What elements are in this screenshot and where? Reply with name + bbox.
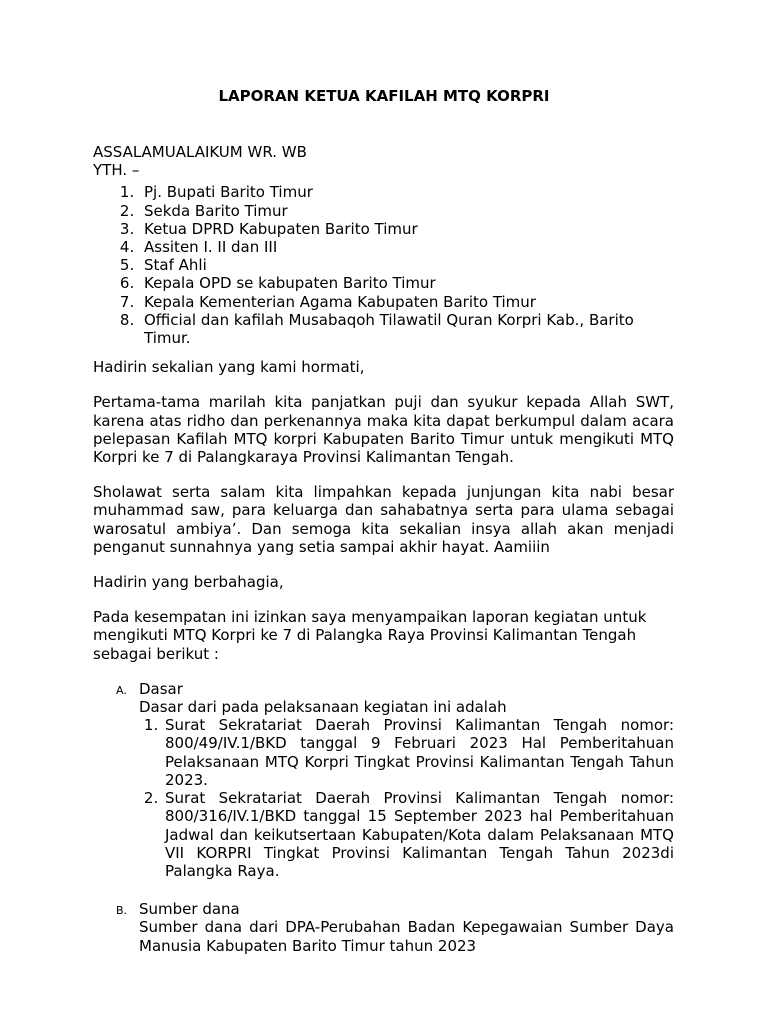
recipient-item: 4. Assiten I. II dan III bbox=[139, 238, 674, 256]
recipient-item: 8. Official dan kafilah Musabaqoh Tilawatil Quran Korpri Kab., Barito Timur. bbox=[139, 311, 674, 347]
paragraph-sholawat: Sholawat serta salam kita limpahkan kepada junjungan kita nabi besar muhammad saw, para keluarga dan sahabatnya serta para ulama sebagai warosatul ambiya’. Dan semoga kita sekalian insya allah akan menjadi penganut sunnahnya yang setia sampai akhir hayat. Aamiiin bbox=[93, 483, 674, 556]
basis-list bbox=[139, 716, 674, 880]
recipient-item: 6. Kepala OPD se kabupaten Barito Timur bbox=[139, 274, 674, 292]
recipient-item: 3. Ketua DPRD Kabupaten Barito Timur bbox=[139, 220, 674, 238]
section-a-heading: Dasar bbox=[139, 679, 183, 698]
addressee-label: YTH. – bbox=[93, 161, 140, 180]
greeting: ASSALAMUALAIKUM WR. WB bbox=[93, 143, 307, 161]
recipient-item: 7. Kepala Kementerian Agama Kabupaten Barito Timur bbox=[139, 293, 674, 311]
paragraph-hadirin-1: Hadirin sekalian yang kami hormati, bbox=[93, 358, 365, 377]
document-body bbox=[93, 143, 674, 955]
recipient-item: 1. Pj. Bupati Barito Timur bbox=[139, 183, 674, 201]
document-title: LAPORAN KETUA KAFILAH MTQ KORPRI bbox=[218, 87, 550, 105]
paragraph-hadirin-2: Hadirin yang berbahagia, bbox=[93, 573, 284, 592]
paragraph-kesempatan: Pada kesempatan ini izinkan saya menyampaikan laporan kegiatan untuk mengikuti MTQ Korpri ke 7 di Palangka Raya Provinsi Kalimantan Tengah sebagai berikut : bbox=[93, 608, 647, 663]
section-dasar bbox=[116, 679, 674, 880]
section-b-heading: Sumber dana bbox=[139, 900, 240, 919]
basis-item: 1. Surat Sekratariat Daerah Provinsi Kalimantan Tengah nomor: 800/49/IV.1/BKD tanggal 9 Februari 2023 Hal Pemberitahuan Pelaksanaan MTQ Korpri Tingkat Provinsi Kalimantan Tengah Tahun 2023. bbox=[163, 716, 674, 789]
paragraph-opening: Pertama-tama marilah kita panjatkan puji dan syukur kepada Allah SWT, karena atas ridho dan perkenannya maka kita dapat berkumpul dalam acara pelepasan Kafilah MTQ korpri Kabupaten Barito Timur untuk mengikuti MTQ Korpri ke 7 di Palangkaraya Provinsi Kalimantan Tengah. bbox=[93, 393, 674, 467]
recipient-list bbox=[93, 183, 674, 347]
section-b-marker: B. bbox=[116, 904, 128, 918]
recipient-item: 5. Staf Ahli bbox=[139, 256, 674, 274]
basis-item: 2. Surat Sekratariat Daerah Provinsi Kalimantan Tengah nomor: 800/316/IV.1/BKD tanggal 15 September 2023 hal Pemberitahuan Jadwal dan keikutsertaan Kabupaten/Kota dalam Pelaksanaan MTQ VII KORPRI Tingkat Provinsi Kalimantan Tengah Tahun 2023di Palangka Raya. bbox=[163, 789, 674, 880]
recipient-item: 2. Sekda Barito Timur bbox=[139, 202, 674, 220]
section-a-marker: A. bbox=[116, 683, 127, 697]
section-b-text: Sumber dana dari DPA-Perubahan Badan Kepegawaian Sumber Daya Manusia Kabupaten Barito Timur tahun 2023 bbox=[139, 918, 674, 955]
section-sumber-dana bbox=[116, 900, 674, 955]
section-a-intro: Dasar dari pada pelaksanaan kegiatan ini adalah bbox=[139, 698, 507, 717]
